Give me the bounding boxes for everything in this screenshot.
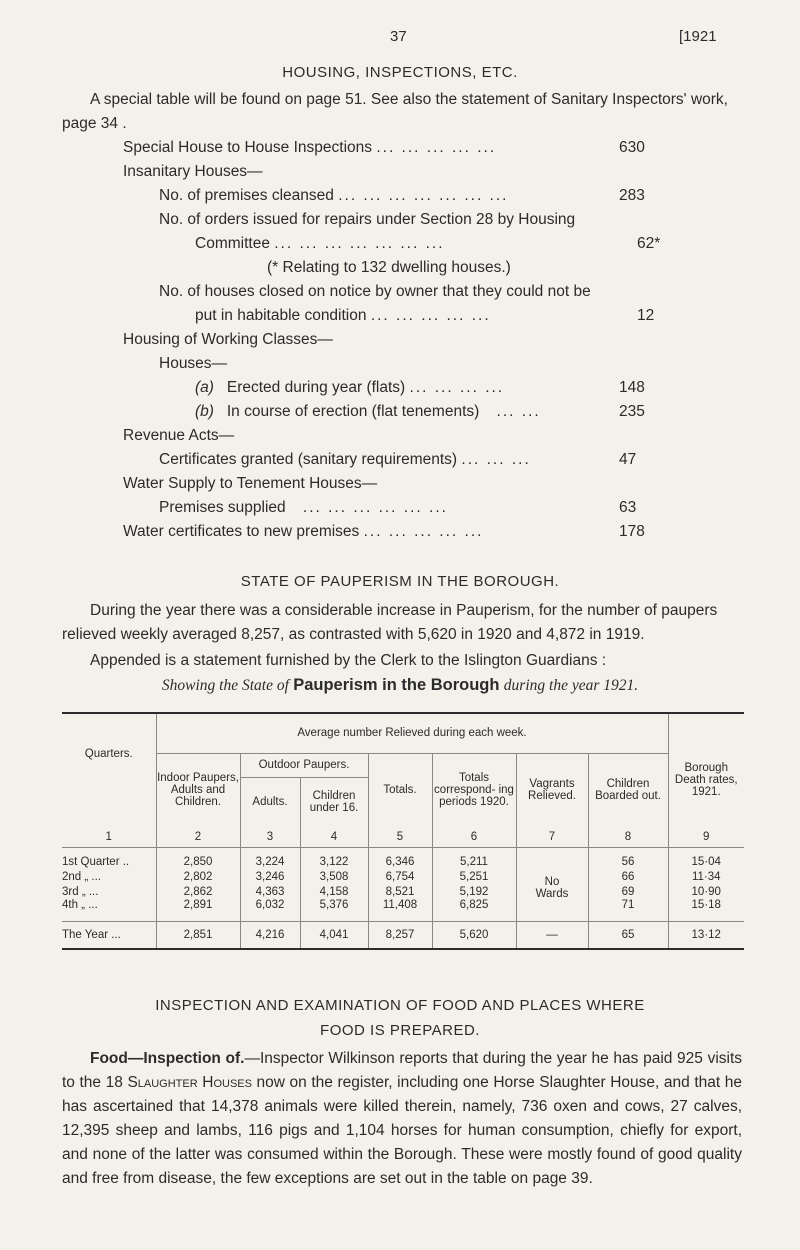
house-inspections-label: Special House to House Inspections ... ... ... ... ... — [123, 139, 497, 156]
food-lead: Food—Inspection of. — [90, 1050, 245, 1067]
cell: 15·18 — [668, 899, 744, 921]
food-paragraph: Food—Inspection of.—Inspector Wilkinson reports that during the year he has paid 925 visits to the 18 Slaughter Houses now on the register, including one Horse Slaughter House, and that he has ascertained that 14,378 animals were killed therein, namely, 736 oxen and cows, 27 calves, 12,395 sheep and lambs, 116 pigs and 1,104 horses for human consumption, chiefly for export, and none of the latter was consumed within the Borough. These were mostly found of good quality and free from disease, the few exceptions are set out in the table on page 39. — [62, 1050, 743, 1187]
water-supply-heading: Water Supply to Tenement Houses— — [123, 475, 378, 492]
cell: 5,192 — [432, 884, 516, 899]
col-number: 7 — [516, 827, 588, 847]
header-corresponding: Totals correspond- ing periods 1920. — [432, 753, 516, 827]
insanitary-heading: Insanitary Houses— — [123, 163, 263, 180]
cell: 4,158 — [300, 884, 368, 899]
premises-supplied-label: Premises supplied ... ... ... ... ... ... — [159, 499, 448, 516]
working-classes-heading: Housing of Working Classes— — [123, 331, 333, 348]
cell: 8,521 — [368, 884, 432, 899]
closed-value: 12 — [637, 307, 655, 324]
closed-line-1: No. of houses closed on notice by owner that they could not be — [159, 283, 591, 300]
total-cell: — — [516, 921, 588, 949]
pauperism-title: STATE OF PAUPERISM IN THE BOROUGH. — [240, 573, 560, 590]
header-average: Average number Relieved during each week. — [156, 713, 668, 753]
total-cell: 5,620 — [432, 921, 516, 949]
total-cell: 8,257 — [368, 921, 432, 949]
cell: 5,251 — [432, 869, 516, 884]
orders-label: Committee ... ... ... ... ... ... ... — [195, 235, 445, 252]
total-row-label: The Year ... — [62, 928, 121, 941]
header-children: Children under 16. — [300, 777, 368, 827]
food-title-2: FOOD IS PREPARED. — [320, 1022, 480, 1039]
house-inspections-value: 630 — [619, 139, 645, 156]
in-course-label: (b) In course of erection (flat tenements) ... ... — [195, 403, 541, 420]
food-title-1: INSPECTION AND EXAMINATION OF FOOD AND PLACES WHERE — [155, 997, 645, 1014]
col-number: 8 — [588, 827, 668, 847]
header-quarters: Quarters. — [84, 747, 133, 760]
water-certs-value: 178 — [619, 523, 645, 540]
cell: 3,122 — [300, 847, 368, 869]
cell: 3,224 — [240, 847, 300, 869]
col-number: 1 — [105, 830, 112, 843]
cell: 11·34 — [668, 869, 744, 884]
orders-note: (* Relating to 132 dwelling houses.) — [267, 259, 511, 276]
page-number: 37 — [390, 28, 407, 45]
water-certs-label: Water certificates to new premises ... ... ... ... ... — [123, 523, 484, 540]
certificates-label: Certificates granted (sanitary requirements) ... ... ... — [159, 451, 531, 468]
cell: 10·90 — [668, 884, 744, 899]
cell: 4,363 — [240, 884, 300, 899]
cell: 66 — [588, 869, 668, 884]
cell: 2,891 — [156, 899, 240, 921]
table-caption: Showing the State of Pauperism in the Borough during the year 1921. — [161, 676, 639, 694]
col-number: 5 — [368, 827, 432, 847]
year-mark: [1921 — [679, 28, 717, 45]
cell: 2,850 — [156, 847, 240, 869]
header-boarded: Children Boarded out. — [588, 753, 668, 827]
header-quarters-spacer — [62, 777, 156, 827]
erected-value: 148 — [619, 379, 645, 396]
header-totals: Totals. — [368, 753, 432, 827]
cell: 6,346 — [368, 847, 432, 869]
total-cell: 65 — [588, 921, 668, 949]
total-cell: 2,851 — [156, 921, 240, 949]
section-title: HOUSING, INSPECTIONS, ETC. — [282, 64, 518, 81]
cell: 69 — [588, 884, 668, 899]
total-cell: 4,041 — [300, 921, 368, 949]
cell: 6,754 — [368, 869, 432, 884]
pauperism-paragraph: During the year there was a considerable increase in Pauperism, for the number of paupers relieved weekly averaged 8,257, as contrasted with 5,620 in 1920 and 4,872 in 1919. — [62, 602, 718, 643]
appended-line: Appended is a statement furnished by the Clerk to the Islington Guardians : — [90, 652, 607, 669]
row-label: 1st Quarter .. — [62, 856, 130, 869]
cell: 5,376 — [300, 899, 368, 921]
cell: 6,825 — [432, 899, 516, 921]
revenue-heading: Revenue Acts— — [123, 427, 235, 444]
cell: 56 — [588, 847, 668, 869]
cell: 3,508 — [300, 869, 368, 884]
orders-line-1: No. of orders issued for repairs under Section 28 by Housing — [159, 211, 576, 228]
row-label: 2nd „ ... — [62, 870, 101, 883]
cell: 2,802 — [156, 869, 240, 884]
col-number: 6 — [432, 827, 516, 847]
cell: 2,862 — [156, 884, 240, 899]
header-indoor: Indoor Paupers, Adults and Children. — [156, 753, 240, 827]
col-number: 3 — [240, 827, 300, 847]
header-vagrants: Vagrants Relieved. — [516, 753, 588, 827]
row-label: 3rd „ ... — [62, 885, 99, 898]
cell: 15·04 — [668, 847, 744, 869]
closed-label: put in habitable condition ... ... ... ... ... — [195, 307, 491, 324]
premises-cleansed-label: No. of premises cleansed ... ... ... ... ... ... ... — [159, 187, 509, 204]
cell: 3,246 — [240, 869, 300, 884]
intro-paragraph: A special table will be found on page 51. See also the statement of Sanitary Inspectors' work, page 34 . — [62, 91, 728, 132]
premises-supplied-value: 63 — [619, 499, 637, 516]
header-adults: Adults. — [240, 777, 300, 827]
col-number: 2 — [156, 827, 240, 847]
in-course-value: 235 — [619, 403, 645, 420]
total-cell: 4,216 — [240, 921, 300, 949]
row-label: 4th „ ... — [62, 899, 98, 911]
premises-cleansed-value: 283 — [619, 187, 645, 204]
pauperism-table — [62, 712, 744, 950]
vagrants-note: No Wards — [516, 847, 588, 921]
orders-value: 62* — [637, 235, 661, 252]
cell: 71 — [588, 899, 668, 921]
cell: 5,211 — [432, 847, 516, 869]
header-death-rates: Borough Death rates, 1921. — [668, 713, 744, 827]
erected-label: (a) Erected during year (flats) ... ... ... ... — [195, 379, 505, 396]
cell: 6,032 — [240, 899, 300, 921]
col-number: 9 — [668, 827, 744, 847]
cell: 11,408 — [368, 899, 432, 921]
total-cell: 13·12 — [668, 921, 744, 949]
certificates-value: 47 — [619, 451, 637, 468]
houses-heading: Houses— — [159, 355, 228, 372]
header-outdoor: Outdoor Paupers. — [240, 753, 368, 777]
col-number: 4 — [300, 827, 368, 847]
